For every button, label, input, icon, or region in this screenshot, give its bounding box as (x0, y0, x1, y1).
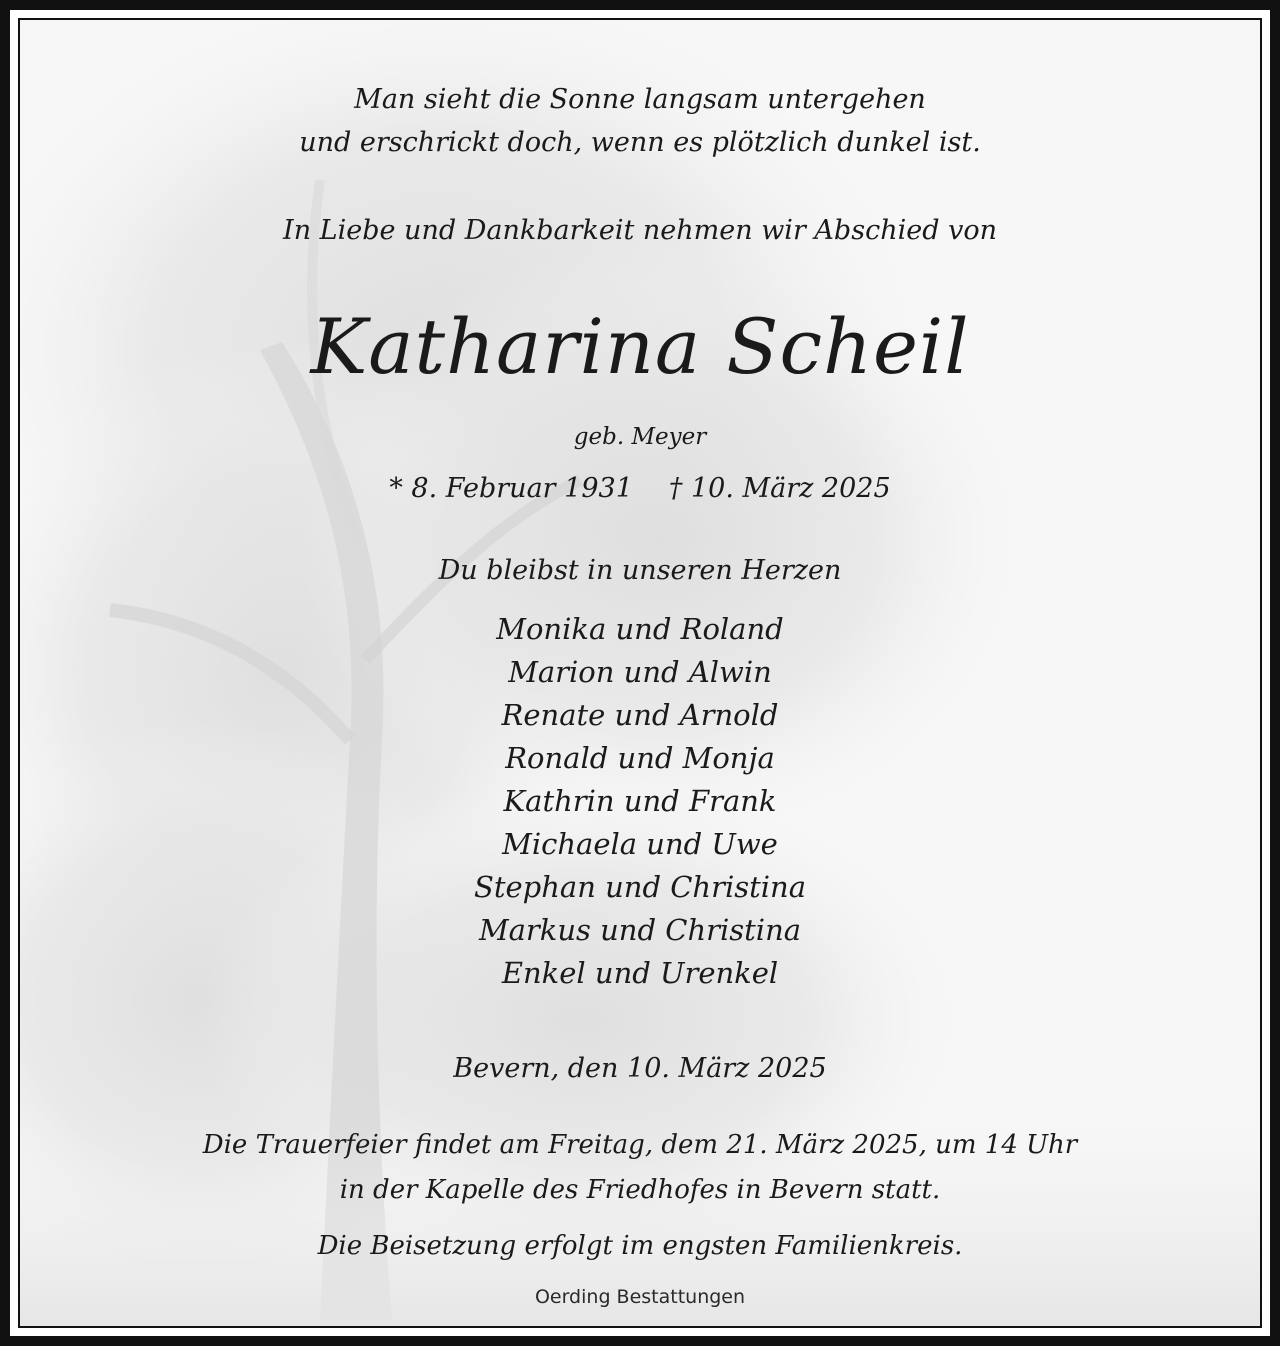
mourner-line: Renate und Arnold (501, 698, 779, 732)
burial-note: Die Beisetzung erfolgt im engsten Familienkreis. (317, 1231, 963, 1261)
service-line-1: Die Trauerfeier findet am Freitag, dem 21. März 2025, um 14 Uhr (202, 1130, 1078, 1160)
mourner-line: Michaela und Uwe (502, 827, 778, 861)
deceased-name: Katharina Scheil (310, 302, 970, 391)
mourner-line: Markus und Christina (478, 913, 802, 947)
mourner-line: Stephan und Christina (473, 870, 807, 904)
motto-line-1: Man sieht die Sonne langsam untergehen (354, 84, 926, 115)
mourner-line: Ronald und Monja (505, 741, 775, 775)
place-and-date: Bevern, den 10. März 2025 (453, 1053, 827, 1084)
obituary-card (18, 18, 1262, 1328)
mourner-line: Kathrin und Frank (503, 784, 777, 818)
mourner-line: Monika und Roland (496, 612, 784, 646)
death-date: † 10. März 2025 (668, 473, 891, 504)
life-dates (20, 473, 1260, 504)
obituary-text (20, 20, 1260, 1326)
motto-line-2: und erschrickt doch, wenn es plötzlich dunkel ist. (299, 127, 981, 158)
farewell-text: Du bleibst in unseren Herzen (438, 555, 842, 586)
mourner-line: Enkel und Urenkel (501, 956, 779, 990)
undertaker-name: Oerding Bestattungen (534, 1286, 746, 1308)
birth-date: * 8. Februar 1931 (389, 473, 633, 504)
maiden-name: geb. Meyer (573, 424, 707, 450)
mourner-line: Marion und Alwin (508, 655, 772, 689)
service-line-2: in der Kapelle des Friedhofes in Bevern statt. (339, 1175, 941, 1205)
intro-text: In Liebe und Dankbarkeit nehmen wir Abschied von (283, 215, 997, 246)
